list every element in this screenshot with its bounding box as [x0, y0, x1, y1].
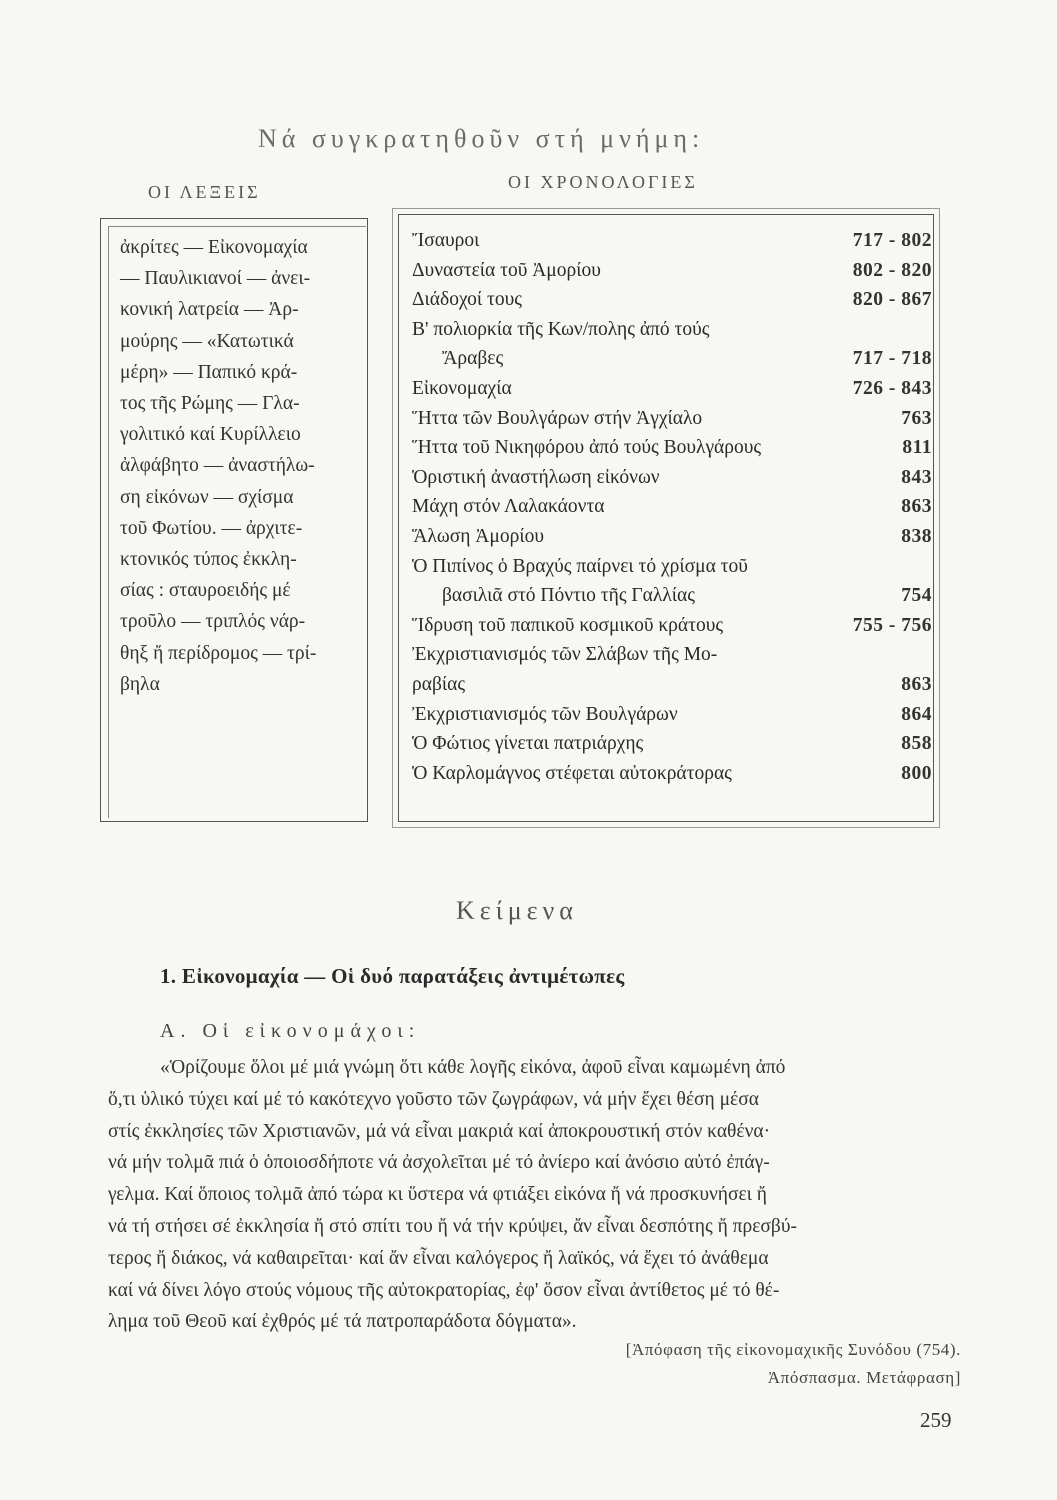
words-line: θηξ ἤ περίδρομος — τρί-	[120, 642, 317, 664]
words-line: μέρη» — Παπικό κρά-	[120, 361, 298, 383]
chronology-row	[412, 374, 932, 404]
chronology-row	[412, 640, 932, 699]
chronology-row	[412, 433, 932, 463]
quote-line: νά τή στήσει σέ ἐκκλησία ἤ στό σπίτι του ἤ νά τήν κρύψει, ἄν εἶναι δεσπότης ἤ πρεσβύ-	[108, 1215, 797, 1237]
words-line: τος τῆς Ρώμης — Γλα-	[120, 393, 300, 415]
words-line: ἀλφάβητο — ἀναστήλω-	[120, 455, 315, 477]
chronology-row	[412, 729, 932, 759]
quote-line: ὅ,τι ὑλικό τύχει καί μέ τό κακότεχνο γοῦστο τῶν ζωγράφων, νά μήν ἔχει θέση μέσα	[108, 1088, 759, 1110]
iconoclasts-subheading: Α. Οἱ εἰκονομάχοι:	[160, 1020, 421, 1042]
chronology-row	[412, 404, 932, 434]
quote-line: «Ὁρίζουμε ὅλοι μέ μιά γνώμη ὅτι κάθε λογῆς εἰκόνα, ἀφοῦ εἶναι καμωμένη ἀπό	[160, 1057, 786, 1078]
chronology-year: 843	[901, 466, 932, 488]
chronology-row	[412, 285, 932, 315]
source-line: Ἀπόσπασμα. Μετάφραση]	[767, 1368, 961, 1387]
chronology-event-continued: Ἄραβες	[442, 348, 504, 370]
chronology-year: 717 - 802	[852, 230, 932, 251]
chronology-event: Ὁριστική ἀναστήλωση εἰκόνων	[412, 466, 660, 488]
chronology-row	[412, 552, 932, 611]
chronology-year: 754	[901, 585, 932, 607]
chronology-row	[412, 463, 932, 493]
words-line: ση εἰκόνων — σχίσμα	[120, 486, 294, 508]
chronology-row	[412, 256, 932, 286]
quote-line: τερος ἤ διάκος, νά καθαιρεῖται· καί ἄν εἶναι καλόγερος ἤ λαϊκός, νά ἔχει τό ἀνάθεμα	[108, 1247, 769, 1269]
words-line: τοῦ Φωτίου. — ἀρχιτε-	[120, 517, 303, 539]
chronology-year: 802 - 820	[852, 259, 932, 281]
chronology-event: Διάδοχοί τους	[412, 289, 523, 311]
chronology-year: 717 - 718	[852, 348, 932, 370]
chronology-event-text: Ἐκχριστιανισμός τῶν Σλάβων τῆς Μο-	[412, 644, 718, 666]
chronology-row	[412, 492, 932, 522]
quote-line: καί νά δίνει λόγο στούς νόμους τῆς αὐτοκρατορίας, ἐφ' ὅσον εἶναι ἀντίθετος μέ τό θέ-	[108, 1279, 780, 1301]
words-line: ἀκρίτες — Εἰκονομαχία	[120, 237, 308, 258]
council-quote	[108, 1052, 958, 1338]
chronology-event: Μάχη στόν Λαλακάοντα	[412, 496, 605, 518]
words-line: γολιτικό καί Κυρίλλειο	[120, 424, 301, 446]
words-line: βηλα	[120, 673, 160, 695]
chronology-row	[412, 700, 932, 730]
quote-line: νά μήν τολμᾶ πιά ὁ ὁποιοσδήποτε νά ἀσχολεῖται μέ τό ἀνίερο καί ἀνόσιο αὐτό ἐπάγ-	[108, 1152, 770, 1174]
words-line: — Παυλικιανοί — ἀνει-	[120, 268, 311, 290]
chronology-event: Εἰκονομαχία	[412, 377, 512, 399]
chronology-row	[412, 226, 932, 256]
words-heading: ΟΙ ΛΕΞΕΙΣ	[148, 182, 261, 202]
chronology-event-text: Ὁ Πιπίνος ὁ Βραχύς παίρνει τό χρίσμα τοῦ	[412, 555, 748, 577]
chronology-heading: ΟΙ ΧΡΟΝΟΛΟΓΙΕΣ	[508, 172, 698, 192]
chronology-year: 863	[901, 496, 932, 518]
chronology-year: 763	[901, 407, 932, 429]
words-line: κτονικός τύπος ἐκκλη-	[120, 549, 297, 571]
chronology-year: 755 - 756	[852, 614, 932, 636]
chronology-year: 858	[901, 733, 932, 755]
chronology-row	[412, 611, 932, 641]
words-line: τροῦλο — τριπλός νάρ-	[120, 611, 306, 633]
texts-section-title: Κείμενα	[456, 896, 578, 925]
chronology-event: Δυναστεία τοῦ Ἀμορίου	[412, 259, 601, 281]
chronology-year: 820 - 867	[852, 289, 932, 311]
chronology-event-text: Β' πολιορκία τῆς Κων/πολης ἀπό τούς	[412, 318, 710, 340]
chronology-row	[412, 315, 932, 374]
chronology-year: 800	[901, 762, 932, 784]
words-list	[120, 232, 362, 700]
chronology-year: 863	[901, 673, 932, 695]
source-line: [Ἀπόφαση τῆς εἰκονομαχικῆς Συνόδου (754).	[625, 1340, 961, 1359]
chronology-event	[412, 552, 832, 611]
quote-line: στίς ἐκκλησίες τῶν Χριστιανῶν, μά νά εἶναι μακριά καί ἀποκρουστική στόν καθένα·	[108, 1120, 771, 1142]
chronology-event: Ἴσαυροι	[412, 230, 480, 251]
quote-line: λημα τοῦ Θεοῦ καί ἐχθρός μέ τά πατροπαράδοτα δόγματα».	[108, 1311, 577, 1333]
chronology-year: 726 - 843	[852, 377, 932, 399]
chronology-list	[412, 226, 932, 788]
chronology-event	[412, 640, 832, 699]
chronology-event: Ἐκχριστιανισμός τῶν Βουλγάρων	[412, 703, 678, 725]
quote-line: γελμα. Καί ὅποιος τολμᾶ ἀπό τώρα κι ὕστερα νά φτιάξει εἰκόνα ἤ νά προσκυνήσει ἤ	[108, 1184, 768, 1206]
chronology-event: Ὁ Φώτιος γίνεται πατριάρχης	[412, 733, 644, 755]
chronology-year: 811	[902, 437, 932, 459]
remember-title: Νά συγκρατηθοῦν στή μνήμη:	[258, 124, 705, 153]
chronology-event-continued: βασιλιᾶ στό Πόντιο τῆς Γαλλίας	[442, 585, 695, 607]
words-line: κονική λατρεία — Ἀρ-	[120, 299, 299, 321]
chronology-event: Ἅλωση Ἀμορίου	[412, 525, 544, 547]
page-number: 259	[920, 1408, 952, 1432]
chronology-event-continued: ραβίας	[412, 673, 466, 695]
chronology-event: Ὁ Καρλομάγνος στέφεται αὐτοκράτορας	[412, 762, 732, 784]
words-line: μούρης — «Κατωτικά	[120, 330, 294, 352]
chronology-year: 864	[901, 703, 932, 725]
chronology-row	[412, 759, 932, 789]
chronology-event: Ἵδρυση τοῦ παπικοῦ κοσμικοῦ κράτους	[412, 614, 724, 636]
chronology-event: Ἥττα τῶν Βουλγάρων στήν Ἀγχίαλο	[412, 407, 703, 429]
chronology-row	[412, 522, 932, 552]
quote-source	[361, 1336, 961, 1392]
iconoclasm-subheading: 1. Εἰκονομαχία — Οἱ δυό παρατάξεις ἀντιμέτωπες	[160, 964, 625, 988]
chronology-year: 838	[901, 525, 932, 547]
chronology-event: Ἥττα τοῦ Νικηφόρου ἀπό τούς Βουλγάρους	[412, 437, 762, 459]
words-line: σίας : σταυροειδής μέ	[120, 580, 291, 602]
chronology-event	[412, 315, 832, 374]
